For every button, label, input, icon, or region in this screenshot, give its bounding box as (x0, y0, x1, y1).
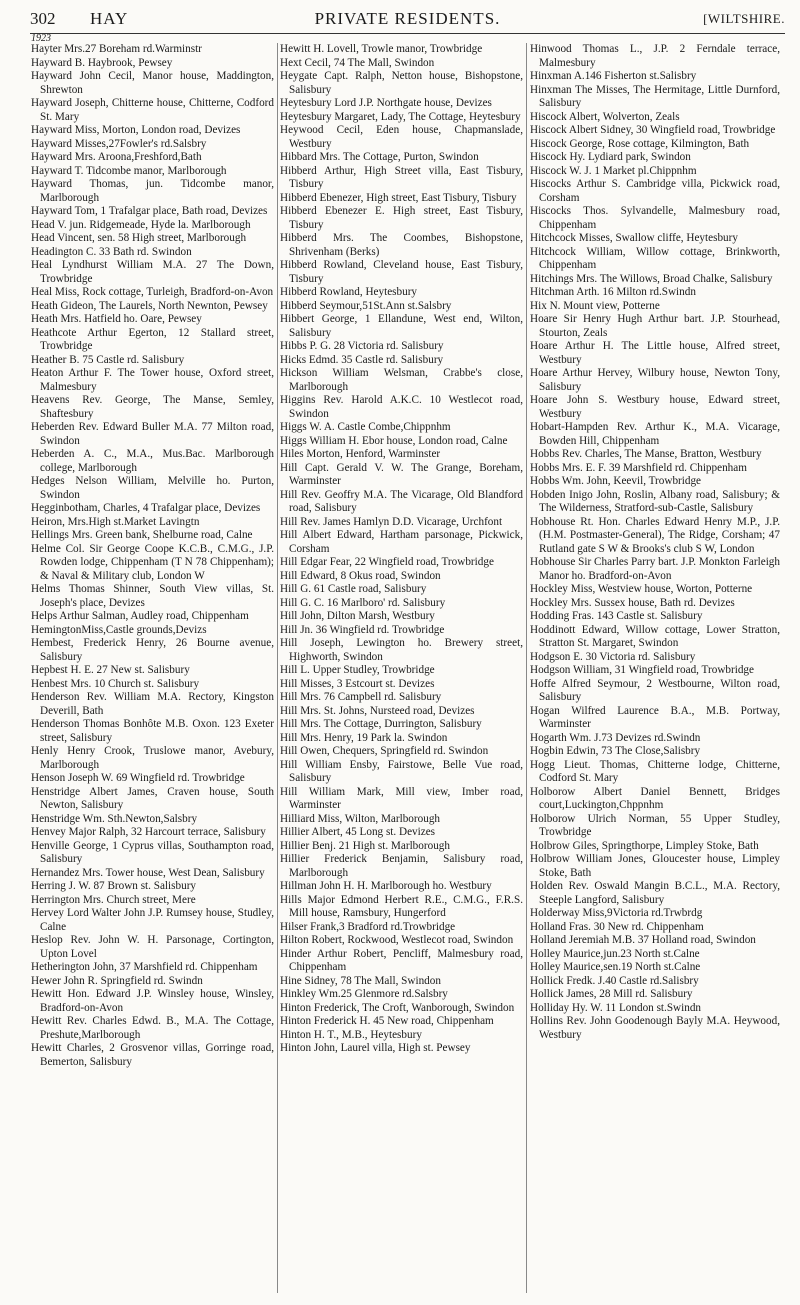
resident-entry: Hill Mrs. The Cottage, Durrington, Salisbury (280, 718, 482, 730)
resident-entry: Hayward John Cecil, Manor house, Maddington, Shrewton (31, 70, 274, 96)
resident-entry: Hill Mrs. Henry, 19 Park la. Swindon (280, 731, 448, 744)
resident-entry: Hogg Lieut. Thomas, Chitterne lodge, Chitterne, Codford St. Mary (530, 758, 780, 784)
resident-entry: Hetherington John, 37 Marshfield rd. Chippenham (31, 961, 258, 973)
resident-entry: Heygate Capt. Ralph, Netton house, Bishopstone, Salisbury (280, 70, 523, 96)
resident-entry: Hinxman A.146 Fisherton st.Salisbry (530, 70, 697, 82)
resident-entry: Hoare Arthur H. The Little house, Alfred street, Westbury (530, 340, 780, 366)
resident-entry: Hayward Thomas, jun. Tidcombe manor, Marlborough (31, 178, 274, 204)
resident-entry: Hill Owen, Chequers, Springfield rd. Swindon (280, 745, 489, 757)
resident-entry: Holborow Ulrich Norman, 55 Upper Studley, Trowbridge (530, 812, 780, 838)
column-right (530, 43, 780, 1042)
resident-entry: Hibberd Ebenezer E. High street, East Tisbury, Tisbury (280, 205, 523, 231)
resident-entry: Heberden Rev. Edward Buller M.A. 77 Milton road, Swindon (31, 421, 274, 447)
resident-entry: Hewitt Charles, 2 Grosvenor villas, Gorringe road, Bemerton, Salisbury (31, 1042, 274, 1068)
resident-entry: Hill Edgar Fear, 22 Wingfield road, Trowbridge (280, 556, 494, 568)
resident-entry: Hibbard Mrs. The Cottage, Purton, Swindon (280, 151, 479, 163)
resident-entry: Hobhouse Sir Charles Parry bart. J.P. Monkton Farleigh Manor ho. Bradford-on-Avon (530, 556, 780, 582)
resident-entry: Head Vincent, sen. 58 High street, Marlborough (31, 232, 247, 244)
column-divider (277, 43, 278, 1293)
resident-entry: Hillier Frederick Benjamin, Salisbury road, Marlborough (280, 853, 523, 879)
county-label: [WILTSHIRE. (703, 11, 785, 26)
resident-entry: Hilliard Miss, Wilton, Marlborough (280, 812, 441, 825)
resident-entry: Hilser Frank,3 Bradford rd.Trowbridge (280, 920, 456, 933)
resident-entry: Henville George, 1 Cyprus villas, Southampton road, Salisbury (31, 839, 274, 865)
resident-entry: Hill William Mark, Mill view, Imber road, Warminster (280, 785, 523, 811)
resident-entry: Hiscock Albert Sidney, 30 Wingfield road, Trowbridge (530, 124, 776, 136)
resident-entry: Hogarth Wm. J.73 Devizes rd.Swindn (530, 731, 701, 744)
resident-entry: Hibberd Rowland, Cleveland house, East Tisbury, Tisbury (280, 259, 523, 285)
resident-entry: Henly Henry Crook, Truslowe manor, Avebury, Marlborough (31, 745, 274, 771)
resident-entry: Hinton John, Laurel villa, High st. Pewsey (280, 1042, 471, 1054)
resident-entry: Hix N. Mount view, Potterne (530, 299, 660, 312)
resident-entry: Herring J. W. 87 Brown st. Salisbury (31, 880, 197, 892)
resident-entry: Higgs W. A. Castle Combe,Chippnhm (280, 421, 451, 433)
resident-entry: Hegginbotham, Charles, 4 Trafalgar place, Devizes (31, 502, 261, 514)
resident-entry: Hinton H. T., M.B., Heytesbury (280, 1028, 422, 1041)
column-left (31, 43, 274, 1069)
resident-entry: Hibberd Ebenezer, High street, East Tisbury, Tisbury (280, 191, 517, 204)
resident-entry: Henderson Thomas Bonhôte M.B. Oxon. 123 Exeter street, Salisbury (31, 718, 274, 744)
resident-entry: Hobbs Mrs. E. F. 39 Marshfield rd. Chippenham (530, 461, 747, 474)
resident-entry: Heathcote Arthur Egerton, 12 Stallard street, Trowbridge (31, 326, 274, 352)
column-divider (526, 43, 527, 1293)
resident-entry: Hoffe Alfred Seymour, 2 Westbourne, Wilton road, Salisbury (530, 677, 780, 703)
resident-entry: Holley Maurice,jun.23 North st.Calne (530, 947, 700, 960)
resident-entry: Hilton Robert, Rockwood, Westlecot road, Swindon (280, 934, 514, 946)
resident-entry: Hinwood Thomas L., J.P. 2 Ferndale terrace, Malmesbury (530, 43, 780, 69)
resident-entry: Heaton Arthur F. The Tower house, Oxford street, Malmesbury (31, 367, 274, 393)
resident-entry: Hewitt Hon. Edward J.P. Winsley house, Winsley, Bradford-on-Avon (31, 988, 274, 1014)
resident-entry: Hill Capt. Gerald V. W. The Grange, Boreham, Warminster (280, 461, 523, 487)
resident-entry: Heberden A. C., M.A., Mus.Bac. Marlborough college, Marlborough (31, 448, 274, 474)
resident-entry: Hodgson William, 31 Wingfield road, Trowbridge (530, 664, 754, 676)
resident-entry: Henstridge Wm. Sth.Newton,Salsbry (31, 812, 198, 825)
resident-entry: Hollick James, 28 Mill rd. Salisbury (530, 988, 693, 1000)
resident-entry: Heytesbury Lord J.P. Northgate house, Devizes (280, 97, 492, 109)
resident-entry: Hiscock George, Rose cottage, Kilmington, Bath (530, 137, 750, 150)
resident-entry: Hayward B. Haybrook, Pewsey (31, 56, 173, 69)
resident-entry: Holden Rev. Oswald Mangin B.C.L., M.A. Rectory, Steeple Langford, Salisbury (530, 880, 780, 906)
resident-entry: Hewer John R. Springfield rd. Swindn (31, 974, 203, 987)
resident-entry: Hayward Misses,27Fowler's rd.Salsbry (31, 137, 207, 150)
resident-entry: Hibberd Mrs. The Coombes, Bishopstone, Shrivenham (Berks) (280, 232, 523, 258)
resident-entry: Henbest Mrs. 10 Church st. Salisbury (31, 677, 200, 690)
resident-entry: Hibberd Seymour,51St.Ann st.Salsbry (280, 299, 452, 312)
resident-entry: Hills Major Edmond Herbert R.E., C.M.G., F.R.S. Mill house, Ramsbury, Hungerford (280, 893, 523, 919)
resident-entry: Hitchcock William, Willow cottage, Brinkworth, Chippenham (530, 245, 780, 271)
resident-entry: Holland Fras. 30 New rd. Chippenham (530, 920, 704, 933)
resident-entry: Hill Rev. Geoffry M.A. The Vicarage, Old Blandford road, Salisbury (280, 488, 523, 514)
header-rule (30, 33, 785, 34)
resident-entry: Hobbs Rev. Charles, The Manse, Bratton, Westbury (530, 448, 762, 460)
resident-entry: Hiscocks Thos. Sylvandelle, Malmesbury road, Chippenham (530, 205, 780, 231)
resident-entry: Heslop Rev. John W. H. Parsonage, Cortington, Upton Lovel (31, 934, 274, 960)
resident-entry: Hepbest H. E. 27 New st. Salisbury (31, 664, 190, 676)
resident-entry: Hill Mrs. St. Johns, Nursteed road, Devizes (280, 704, 475, 717)
resident-entry: Hill Edward, 8 Okus road, Swindon (280, 569, 441, 582)
resident-entry: Hewitt H. Lovell, Trowle manor, Trowbridge (280, 43, 483, 55)
resident-entry: Hayter Mrs.27 Boreham rd.Warminstr (31, 43, 202, 55)
resident-entry: Hibbert George, 1 Ellandune, West end, Wilton, Salisbury (280, 313, 523, 339)
resident-entry: Hill Jn. 36 Wingfield rd. Trowbridge (280, 623, 445, 636)
resident-entry: Hill Misses, 3 Estcourt st. Devizes (280, 677, 435, 690)
resident-entry: Heywood Cecil, Eden house, Chapmanslade, Westbury (280, 124, 523, 150)
resident-entry: Hodgson E. 30 Victoria rd. Salisbury (530, 650, 696, 663)
resident-entry: Heather B. 75 Castle rd. Salisbury (31, 353, 185, 366)
resident-entry: Hinton Frederick, The Croft, Wanborough, Swindon (280, 1001, 515, 1014)
resident-entry: Hogbin Edwin, 73 The Close,Salisbry (530, 745, 701, 757)
resident-entry: Hervey Lord Walter John J.P. Rumsey house, Studley, Calne (31, 907, 274, 933)
resident-entry: Hill G. C. 16 Marlboro' rd. Salisbury (280, 596, 446, 609)
resident-entry: Holbrow Giles, Springthorpe, Limpley Stoke, Bath (530, 839, 759, 852)
resident-entry: Heal Lyndhurst William M.A. 27 The Down, Trowbridge (31, 259, 274, 285)
resident-entry: Henson Joseph W. 69 Wingfield rd. Trowbridge (31, 772, 245, 784)
page-header (30, 6, 785, 32)
resident-entry: Hiscock W. J. 1 Market pl.Chippnhm (530, 164, 697, 177)
resident-entry: Hockley Mrs. Sussex house, Bath rd. Devizes (530, 596, 735, 609)
resident-entry: Heavens Rev. George, The Manse, Semley, Shaftesbury (31, 394, 274, 420)
resident-entry: Holbrow William Jones, Gloucester house, Limpley Stoke, Bath (530, 853, 780, 879)
resident-entry: Hollins Rev. John Goodenough Bayly M.A. Heywood, Westbury (530, 1015, 780, 1041)
resident-entry: Hill John, Dilton Marsh, Westbury (280, 610, 435, 622)
resident-entry: Hobbs Wm. John, Keevil, Trowbridge (530, 475, 702, 487)
resident-entry: Hicks Edmd. 35 Castle rd. Salisbury (280, 353, 444, 366)
resident-entry: Higgins Rev. Harold A.K.C. 10 Westlecot road, Swindon (280, 394, 523, 420)
resident-entry: Hiscocks Arthur S. Cambridge villa, Pickwick road, Corsham (530, 178, 780, 204)
resident-entry: Helps Arthur Salman, Audley road, Chippenham (31, 610, 249, 622)
resident-entry: Holland Jeremiah M.B. 37 Holland road, Swindon (530, 934, 756, 946)
resident-entry: Hillier Benj. 21 High st. Marlborough (280, 839, 450, 852)
resident-entry: Hine Sidney, 78 The Mall, Swindon (280, 974, 441, 987)
resident-entry: Hinxman The Misses, The Hermitage, Little Durnford, Salisbury (530, 83, 780, 109)
section-title: PRIVATE RESIDENTS. (314, 9, 501, 28)
resident-entry: Hill Albert Edward, Hartham parsonage, Pickwick, Corsham (280, 529, 523, 555)
resident-entry: Hobden Inigo John, Roslin, Albany road, Salisbury; & The Wilderness, Stratford-sub-Castle, Salisbury (530, 488, 780, 514)
resident-entry: Head V. jun. Ridgemeade, Hyde la. Marlborough (31, 218, 251, 231)
resident-entry: Headington C. 33 Bath rd. Swindon (31, 245, 192, 258)
margin-mark: 1923 (31, 33, 51, 44)
resident-entry: Hedges Nelson William, Melville ho. Purton, Swindon (31, 475, 274, 501)
resident-entry: Hillier Albert, 45 Long st. Devizes (280, 826, 436, 838)
resident-entry: Hodding Fras. 143 Castle st. Salisbury (530, 610, 703, 622)
resident-entry: Hoddinott Edward, Willow cottage, Lower Stratton, Stratton St. Margaret, Swindon (530, 623, 780, 649)
resident-entry: Hill G. 61 Castle road, Salisbury (280, 583, 427, 595)
resident-entry: Hoare Sir Henry Hugh Arthur bart. J.P. Stourhead, Stourton, Zeals (530, 313, 780, 339)
resident-entry: Hext Cecil, 74 The Mall, Swindon (280, 56, 435, 69)
resident-entry: Holborow Albert Daniel Bennett, Bridges court,Luckington,Chppnhm (530, 785, 780, 811)
resident-entry: Hayward T. Tidcombe manor, Marlborough (31, 164, 227, 177)
resident-entry: Hibberd Arthur, High Street villa, East Tisbury, Tisbury (280, 164, 523, 190)
resident-entry: Heath Gideon, The Laurels, North Newnton, Pewsey (31, 299, 268, 312)
resident-entry: Heal Miss, Rock cottage, Turleigh, Bradford-on-Avon (31, 286, 274, 298)
resident-entry: Hibbs P. G. 28 Victoria rd. Salisbury (280, 340, 444, 352)
resident-entry: Heath Mrs. Hatfield ho. Oare, Pewsey (31, 313, 202, 325)
resident-entry: Hinton Frederick H. 45 New road, Chippenham (280, 1015, 494, 1027)
resident-entry: Helms Thomas Shinner, South View villas, St. Joseph's place, Devizes (31, 583, 274, 609)
resident-entry: Hellings Mrs. Green bank, Shelburne road, Calne (31, 529, 253, 541)
resident-entry: Helme Col. Sir George Coope K.C.B., C.M.G., J.P. Rowden lodge, Chippenham (T N 78 Chippenham); & Naval & Military club, London W (31, 542, 274, 582)
resident-entry: Hiscock Hy. Lydiard park, Swindon (530, 151, 691, 163)
resident-entry: Hobart-Hampden Rev. Arthur K., M.A. Vicarage, Bowden Hill, Chippenham (530, 421, 780, 447)
resident-entry: Hill Mrs. 76 Campbell rd. Salisbury (280, 691, 442, 703)
resident-entry: Herrington Mrs. Church street, Mere (31, 893, 196, 906)
resident-entry: Hockley Miss, Westview house, Worton, Potterne (530, 583, 753, 595)
page-number: 302 (30, 9, 56, 28)
resident-entry: Hayward Miss, Morton, London road, Devizes (31, 124, 241, 136)
resident-entry: Hogan Wilfred Laurence B.A., M.B. Portway, Warminster (530, 704, 780, 730)
column-middle (280, 43, 523, 1056)
resident-entry: Hillman John H. H. Marlborough ho. Westbury (280, 880, 492, 892)
resident-entry: Hayward Tom, 1 Trafalgar place, Bath road, Devizes (31, 205, 268, 217)
resident-entry: Hill L. Upper Studley, Trowbridge (280, 664, 435, 676)
resident-entry: Henderson Rev. William M.A. Rectory, Kingston Deverill, Bath (31, 691, 274, 717)
resident-entry: Hinder Arthur Robert, Pencliff, Malmesbury road, Chippenham (280, 947, 523, 973)
resident-entry: Hill Rev. James Hamlyn D.D. Vicarage, Urchfont (280, 515, 503, 528)
resident-entry: Hayward Joseph, Chitterne house, Chitterne, Codford St. Mary (31, 97, 274, 123)
resident-entry: Hollick Fredk. J.40 Castle rd.Salisbry (530, 974, 699, 987)
resident-entry: Heytesbury Margaret, Lady, The Cottage, Heytesbury (280, 110, 521, 123)
resident-entry: Holderway Miss,9Victoria rd.Trwbrdg (530, 907, 703, 919)
resident-entry: Hoare Arthur Hervey, Wilbury house, Newton Tony, Salisbury (530, 367, 780, 393)
resident-entry: Holley Maurice,sen.19 North st.Calne (530, 961, 701, 973)
resident-entry: Hayward Mrs. Aroona,Freshford,Bath (31, 151, 202, 163)
resident-entry: Henvey Major Ralph, 32 Harcourt terrace, Salisbury (31, 826, 266, 838)
resident-entry: Hitchings Mrs. The Willows, Broad Chalke, Salisbury (530, 272, 773, 285)
resident-entry: HemingtonMiss,Castle grounds,Devizs (31, 623, 207, 636)
resident-entry: Hiscock Albert, Wolverton, Zeals (530, 110, 680, 123)
resident-entry: Heiron, Mrs.High st.Market Lavingtn (31, 515, 200, 528)
running-word: HAY (90, 9, 129, 28)
resident-entry: Hitchcock Misses, Swallow cliffe, Heytesbury (530, 232, 738, 244)
resident-entry: Hernandez Mrs. Tower house, West Dean, Salisbury (31, 866, 265, 879)
resident-entry: Hickson William Welsman, Crabbe's close, Marlborough (280, 367, 523, 393)
resident-entry: Henstridge Albert James, Craven house, South Newton, Salisbury (31, 785, 274, 811)
resident-entry: Holliday Hy. W. 11 London st.Swindn (530, 1001, 702, 1014)
resident-entry: Hibberd Rowland, Heytesbury (280, 286, 418, 298)
resident-entry: Hembest, Frederick Henry, 26 Bourne avenue, Salisbury (31, 637, 274, 663)
resident-entry: Hinkley Wm.25 Glenmore rd.Salsbry (280, 988, 448, 1000)
resident-entry: Hill William Ensby, Fairstowe, Belle Vue road, Salisbury (280, 758, 523, 784)
resident-entry: Hewitt Rev. Charles Edwd. B., M.A. The Cottage, Preshute,Marlborough (31, 1015, 274, 1041)
resident-entry: Hobhouse Rt. Hon. Charles Edward Henry M.P., J.P. (H.M. Postmaster-General), The Ridge, Corsham; 47 Rutland gate S W & Brooks's club S W, London (530, 515, 780, 555)
resident-entry: Hill Joseph, Lewington ho. Brewery street, Highworth, Swindon (280, 637, 523, 663)
resident-entry: Hoare John S. Westbury house, Edward street, Westbury (530, 394, 780, 420)
resident-entry: Higgs William H. Ebor house, London road, Calne (280, 434, 508, 447)
resident-entry: Hiles Morton, Henford, Warminster (280, 448, 441, 460)
resident-entry: Hitchman Arth. 16 Milton rd.Swindn (530, 286, 696, 298)
